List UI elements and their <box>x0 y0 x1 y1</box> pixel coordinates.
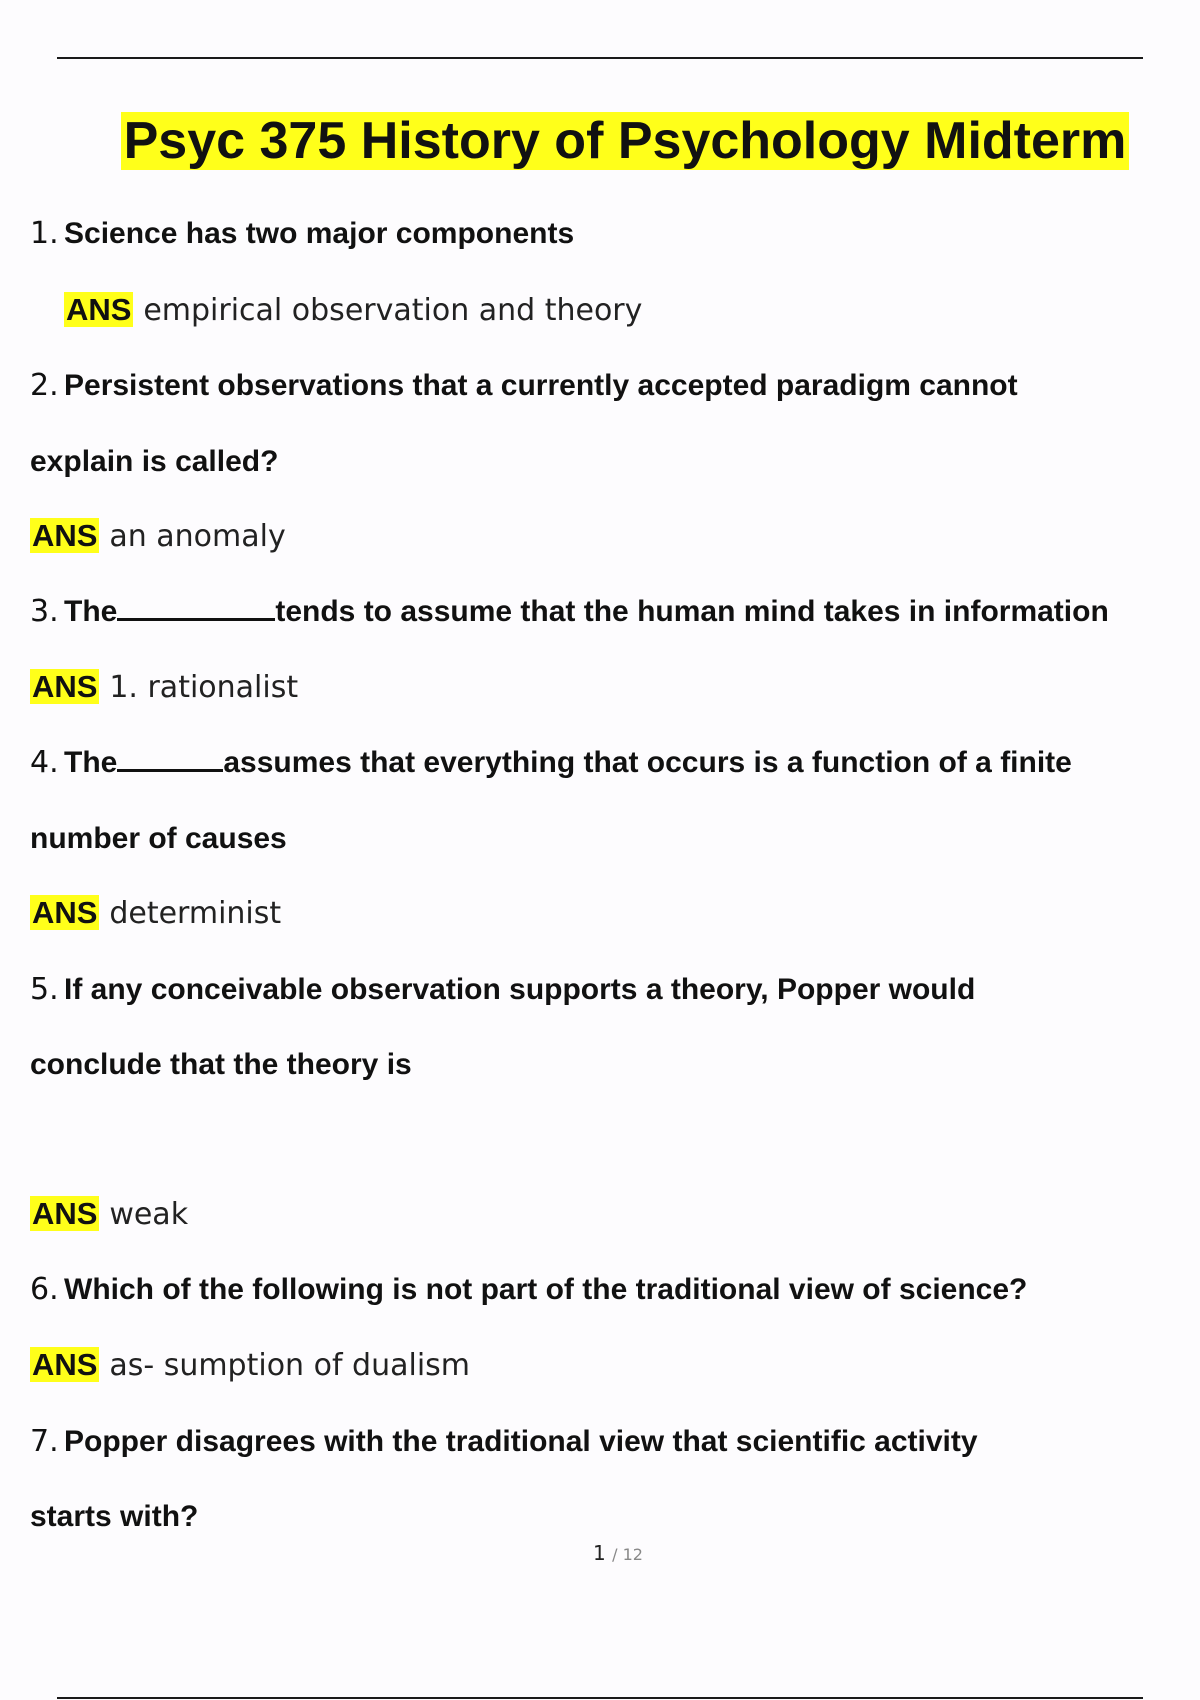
total-pages: / 12 <box>612 1545 643 1564</box>
question-text: starts with? <box>30 1500 199 1533</box>
answer-text: as- sumption of dualism <box>109 1348 471 1383</box>
title-highlight: Psyc 375 History of Psychology Midterm <box>121 112 1130 170</box>
question-5 <box>30 970 975 1010</box>
question-number: 2. <box>30 368 59 403</box>
question-number: 5. <box>30 972 59 1007</box>
question-4-continued <box>30 819 287 859</box>
top-divider <box>57 57 1143 59</box>
question-number: 3. <box>30 594 59 629</box>
answer-text: weak <box>109 1197 189 1232</box>
question-text: If any conceivable observation supports a theory, Popper would <box>64 973 976 1006</box>
question-suffix: assumes that everything that occurs is a function of a finite <box>223 746 1072 779</box>
answer-tag: ANS <box>66 292 132 327</box>
question-number: 7. <box>30 1424 59 1459</box>
page-indicator <box>0 1541 1200 1565</box>
question-3 <box>30 592 1109 632</box>
question-4 <box>30 743 1072 783</box>
question-text: Popper disagrees with the traditional view that scientific activity <box>64 1425 978 1458</box>
question-text: Science has two major components <box>64 217 575 250</box>
answer-5 <box>30 1194 188 1235</box>
question-prefix: The <box>64 595 118 628</box>
answer-tag: ANS <box>32 1196 98 1231</box>
answer-6 <box>30 1345 470 1386</box>
question-number: 6. <box>30 1272 59 1307</box>
fill-in-blank <box>117 743 223 772</box>
question-suffix: tends to assume that the human mind takes in information <box>275 595 1109 628</box>
question-text: conclude that the theory is <box>30 1048 412 1081</box>
answer-text: 1. rationalist <box>109 670 299 705</box>
answer-4 <box>30 893 281 934</box>
answer-text: determinist <box>109 896 282 931</box>
question-text: number of causes <box>30 822 287 855</box>
document-title <box>0 108 1200 174</box>
answer-text: empirical observation and theory <box>143 293 643 328</box>
question-1 <box>30 214 574 254</box>
answer-tag: ANS <box>32 895 98 930</box>
question-7 <box>30 1422 978 1462</box>
answer-tag: ANS <box>32 518 98 553</box>
question-text: Persistent observations that a currently accepted paradigm cannot <box>64 369 1018 402</box>
question-text: Which of the following is not part of the traditional view of science? <box>64 1273 1028 1306</box>
question-prefix: The <box>64 746 118 779</box>
question-number: 1. <box>30 216 59 251</box>
current-page: 1 <box>593 1541 606 1565</box>
question-7-continued <box>30 1497 198 1537</box>
question-2-continued <box>30 442 278 482</box>
answer-tag: ANS <box>32 669 98 704</box>
answer-3 <box>30 667 298 708</box>
question-5-continued <box>30 1045 412 1085</box>
bottom-divider <box>57 1697 1143 1699</box>
question-2 <box>30 366 1018 406</box>
question-6 <box>30 1270 1027 1310</box>
question-text: explain is called? <box>30 445 279 478</box>
answer-tag: ANS <box>32 1347 98 1382</box>
fill-in-blank <box>117 592 275 621</box>
question-number: 4. <box>30 745 59 780</box>
answer-1 <box>64 290 642 331</box>
answer-text: an anomaly <box>109 519 286 554</box>
answer-2 <box>30 516 286 557</box>
